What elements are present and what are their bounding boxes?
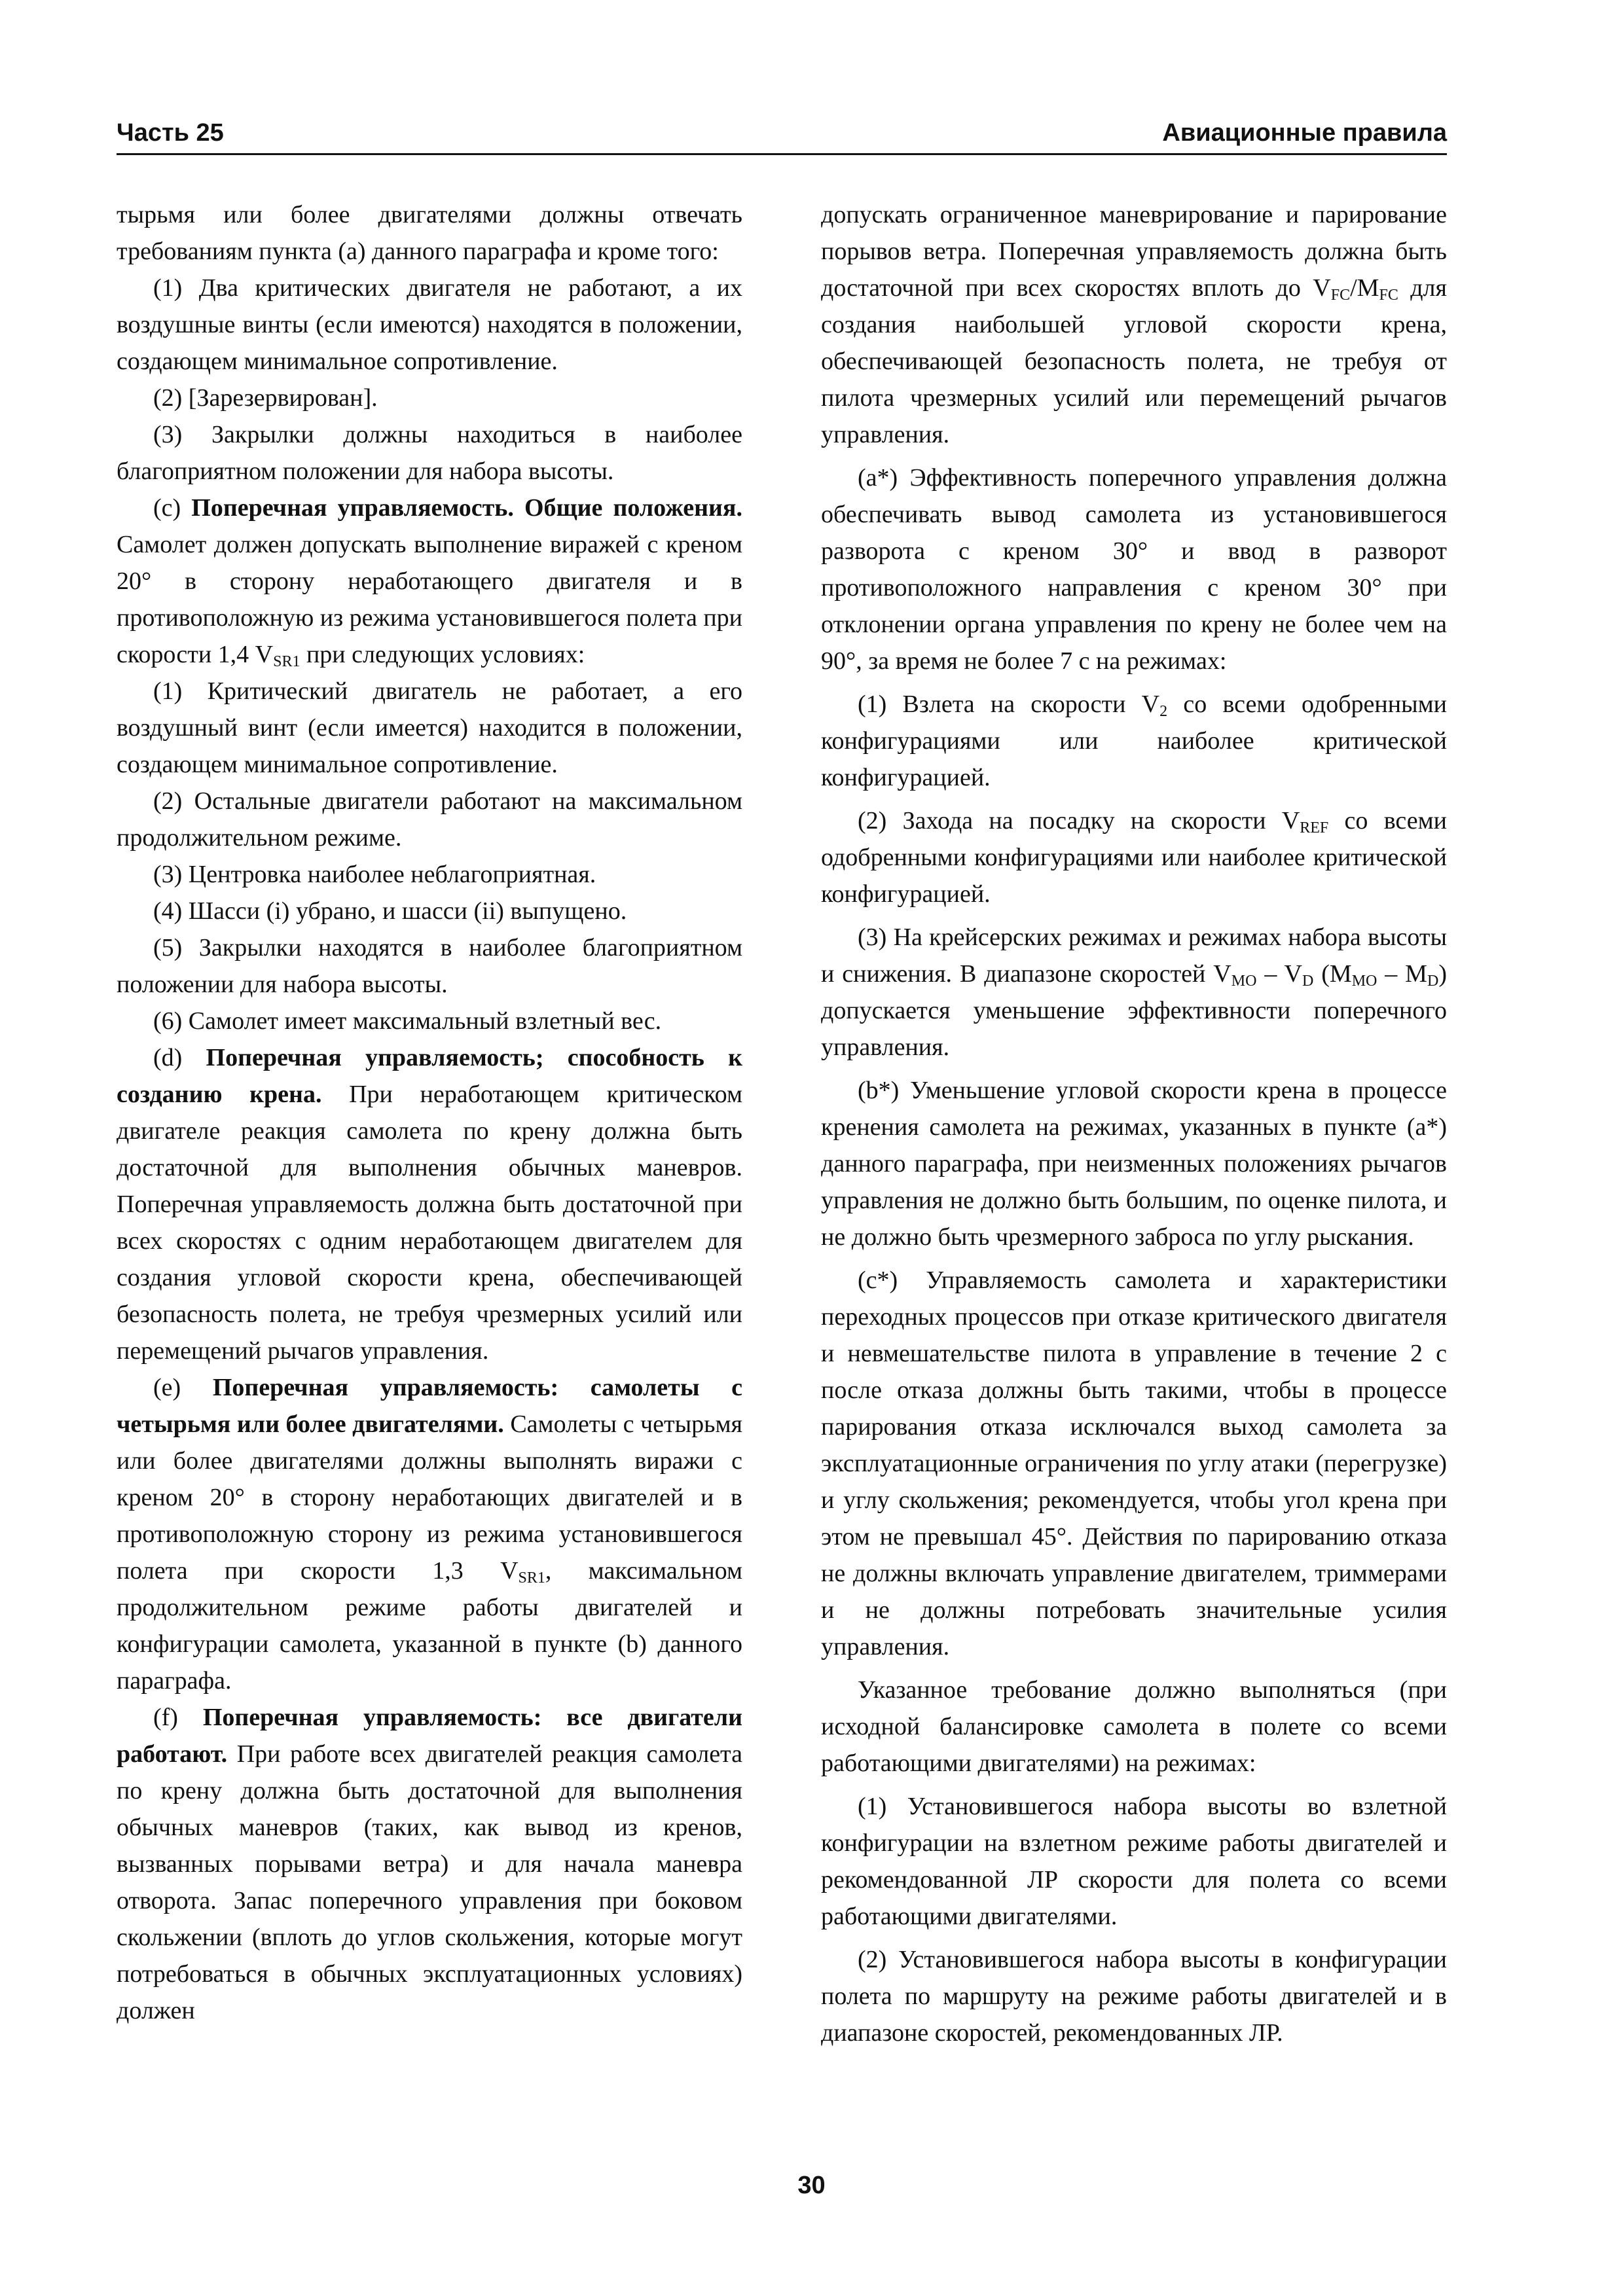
paragraph — [821, 686, 1447, 796]
paragraph-text: При неработающем критическом двигателе реакция самолета по крену должна быть достаточной для выполнения обычных маневров. Поперечная управляемость должна быть достаточной при всех скоростях с одним неработающем двигателем для создания угловой скорости крена, обеспечивающей безопасность полета, не требуя чрезмерных усилий или перемещений рычагов управления. — [117, 1081, 742, 1365]
paragraph-text: – V — [1256, 960, 1302, 988]
page-number: 30 — [797, 2172, 826, 2199]
subscript: 2 — [1159, 703, 1168, 720]
paragraph: (с*) Управляемость самолета и характеристики переходных процессов при отказе критического двигателя и невмешательстве пилота в управление в течение 2 с после отказа должны быть такими, чтобы в процессе парирования отказа исключался выход самолета за эксплуатационные ограничения по углу атаки (перегрузке) и углу скольжения; рекомендуется, чтобы угол крена при этом не превышал 45°. Действия по парированию отказа не должны включать управление двигателем, триммерами и не должны потребовать значительные усилия управления. — [821, 1266, 1447, 1660]
paragraph: (2) [Зарезервирован]. — [153, 384, 378, 412]
paragraph-text: для создания наибольшей угловой скорости крена, обеспечивающей безопасность полета, не требуя от пилота чрезмерных усилий или перемещений рычагов управления. — [821, 274, 1448, 448]
paragraph: (6) Самолет имеет максимальный взлетный вес. — [153, 1007, 662, 1035]
paragraph: (b*) Уменьшение угловой скорости крена в процессе кренения самолета на режимах, указанных в пункте (а*) данного параграфа, при неизменных положениях рычагов управления не должно быть большим, по оценке пилота, и не должно быть чрезмерного заброса по углу рыскания. — [821, 1077, 1447, 1251]
paragraph-text: – M — [1377, 960, 1427, 988]
paragraph-text: (1) Взлета на скорости V — [858, 691, 1160, 718]
subscript: SR1 — [273, 653, 301, 670]
paragraph-text: Самолеты с четырьмя или более двигателями должны выполнять виражи с креном 20° в сторону неработающих двигателей и в противоположную сторону из режима установившегося полета при скорости 1,3 V — [117, 1410, 742, 1585]
item-lead: (d) — [153, 1044, 206, 1071]
paragraph-text: , максимальном продолжительном режиме работы двигателей и конфигурации самолета, указанной в пункте (b) данного параграфа. — [117, 1557, 742, 1695]
paragraph: (1) Критический двигатель не работает, а его воздушный винт (если имеется) находится в положении, создающем минимальное сопротивление. — [117, 677, 742, 778]
paragraph-text: При работе всех двигателей реакция самолета по крену должна быть достаточной для выполнения обычных маневров (таких, как вывод из кренов, вызванных порывами ветра) и для начала маневра отворота. Запас поперечного управления при боковом скольжении (вплоть до углов скольжения, которые могут потребоваться в обычных эксплуатационных условиях) должен — [117, 1740, 742, 2024]
paragraph — [821, 196, 1447, 453]
subscript: REF — [1300, 819, 1329, 836]
subscript: MO — [1351, 973, 1377, 990]
paragraph: (4) Шасси (i) убрано, и шасси (ii) выпущено. — [153, 897, 627, 925]
subscript: MO — [1231, 973, 1257, 990]
subscript: FC — [1330, 287, 1351, 304]
paragraph-text: (3) На крейсерских режимах и режимах набора высоты и снижения. В диапазоне скоростей V — [821, 924, 1447, 988]
paragraph: (1) Установившегося набора высоты во взлетной конфигурации на взлетном режиме работы двигателей и рекомендованной ЛР скорости для полета со всеми работающими двигателями. — [821, 1793, 1447, 1930]
paragraph — [821, 919, 1447, 1066]
paragraph: (а*) Эффективность поперечного управления должна обеспечивать вывод самолета из установившегося разворота с креном 30° и ввод в разворот противоположного направления с креном 30° при отклонении органа управления по крену не более чем на 90°, за время не более 7 с на режимах: — [821, 464, 1447, 675]
paragraph: (3) Центровка наиболее неблагоприятная. — [153, 861, 596, 888]
section-heading: Поперечная управляемость: все двигатели работают. — [117, 1704, 742, 1768]
subscript: FC — [1379, 287, 1398, 304]
right-column — [821, 196, 1447, 2058]
paragraph-text: ) допускается уменьшение эффективности поперечного управления. — [821, 960, 1447, 1061]
item-lead: (е) — [153, 1374, 213, 1401]
item-lead: (с) — [153, 494, 192, 522]
item-lead: (f) — [153, 1704, 203, 1731]
paragraph-text: (M — [1313, 960, 1352, 988]
header-divider — [117, 153, 1447, 155]
section-heading: Поперечная управляемость: самолеты с четырьмя или более двигателями. — [117, 1374, 742, 1438]
subscript: SR1 — [518, 1570, 545, 1587]
section-heading: Поперечная управляемость; способность к созданию крена. — [117, 1044, 742, 1108]
part-label: Часть 25 — [117, 119, 224, 147]
paragraph — [117, 1699, 742, 2029]
paragraph-text: Самолет должен допускать выполнение виражей с креном 20° в сторону неработающего двигателя и в противоположную из режима установившегося полета при скорости 1,4 V — [117, 531, 742, 668]
paragraph: (1) Два критических двигателя не работают, а их воздушные винты (если имеются) находятся в положении, создающем минимальное сопротивление. — [117, 274, 742, 375]
paragraph-text: допускать ограниченное маневрирование и парирование порывов ветра. Поперечная управляемость должна быть достаточной при всех скоростях вплоть до V — [821, 201, 1447, 302]
paragraph-text: /M — [1350, 274, 1379, 302]
paragraph-text: со всеми одобренными конфигурациями или наиболее критической конфигурацией. — [821, 807, 1447, 908]
page-header — [117, 115, 1447, 151]
paragraph: Указанное требование должно выполняться (при исходной балансировке самолета в полете со всеми работающими двигателями) на режимах: — [821, 1676, 1447, 1777]
paragraph-text: со всеми одобренными конфигурациями или наиболее критической конфигурацией. — [821, 691, 1447, 791]
subscript: D — [1427, 973, 1439, 990]
paragraph — [117, 1039, 742, 1369]
paragraph: (2) Остальные двигатели работают на максимальном продолжительном режиме. — [117, 787, 742, 852]
paragraph-text: при следующих условиях: — [300, 641, 585, 668]
paragraph: (5) Закрылки находятся в наиболее благоприятном положении для набора высоты. — [117, 934, 742, 998]
paragraph: тырьмя или более двигателями должны отвечать требованиям пункта (а) данного параграфа и кроме того: — [117, 201, 742, 265]
paragraph: (2) Установившегося набора высоты в конфигурации полета по маршруту на режиме работы двигателей и в диапазоне скоростей, рекомендованных ЛР. — [821, 1946, 1447, 2047]
paragraph — [821, 802, 1447, 912]
subscript: D — [1302, 973, 1314, 990]
document-title: Авиационные правила — [1162, 119, 1447, 147]
paragraph — [117, 490, 742, 673]
left-column — [117, 196, 742, 2029]
paragraph: (3) Закрылки должны находиться в наиболее благоприятном положении для набора высоты. — [117, 421, 742, 485]
section-heading: Поперечная управляемость. Общие положения. — [191, 494, 742, 522]
paragraph — [117, 1369, 742, 1699]
paragraph-text: (2) Захода на посадку на скорости V — [858, 807, 1300, 834]
